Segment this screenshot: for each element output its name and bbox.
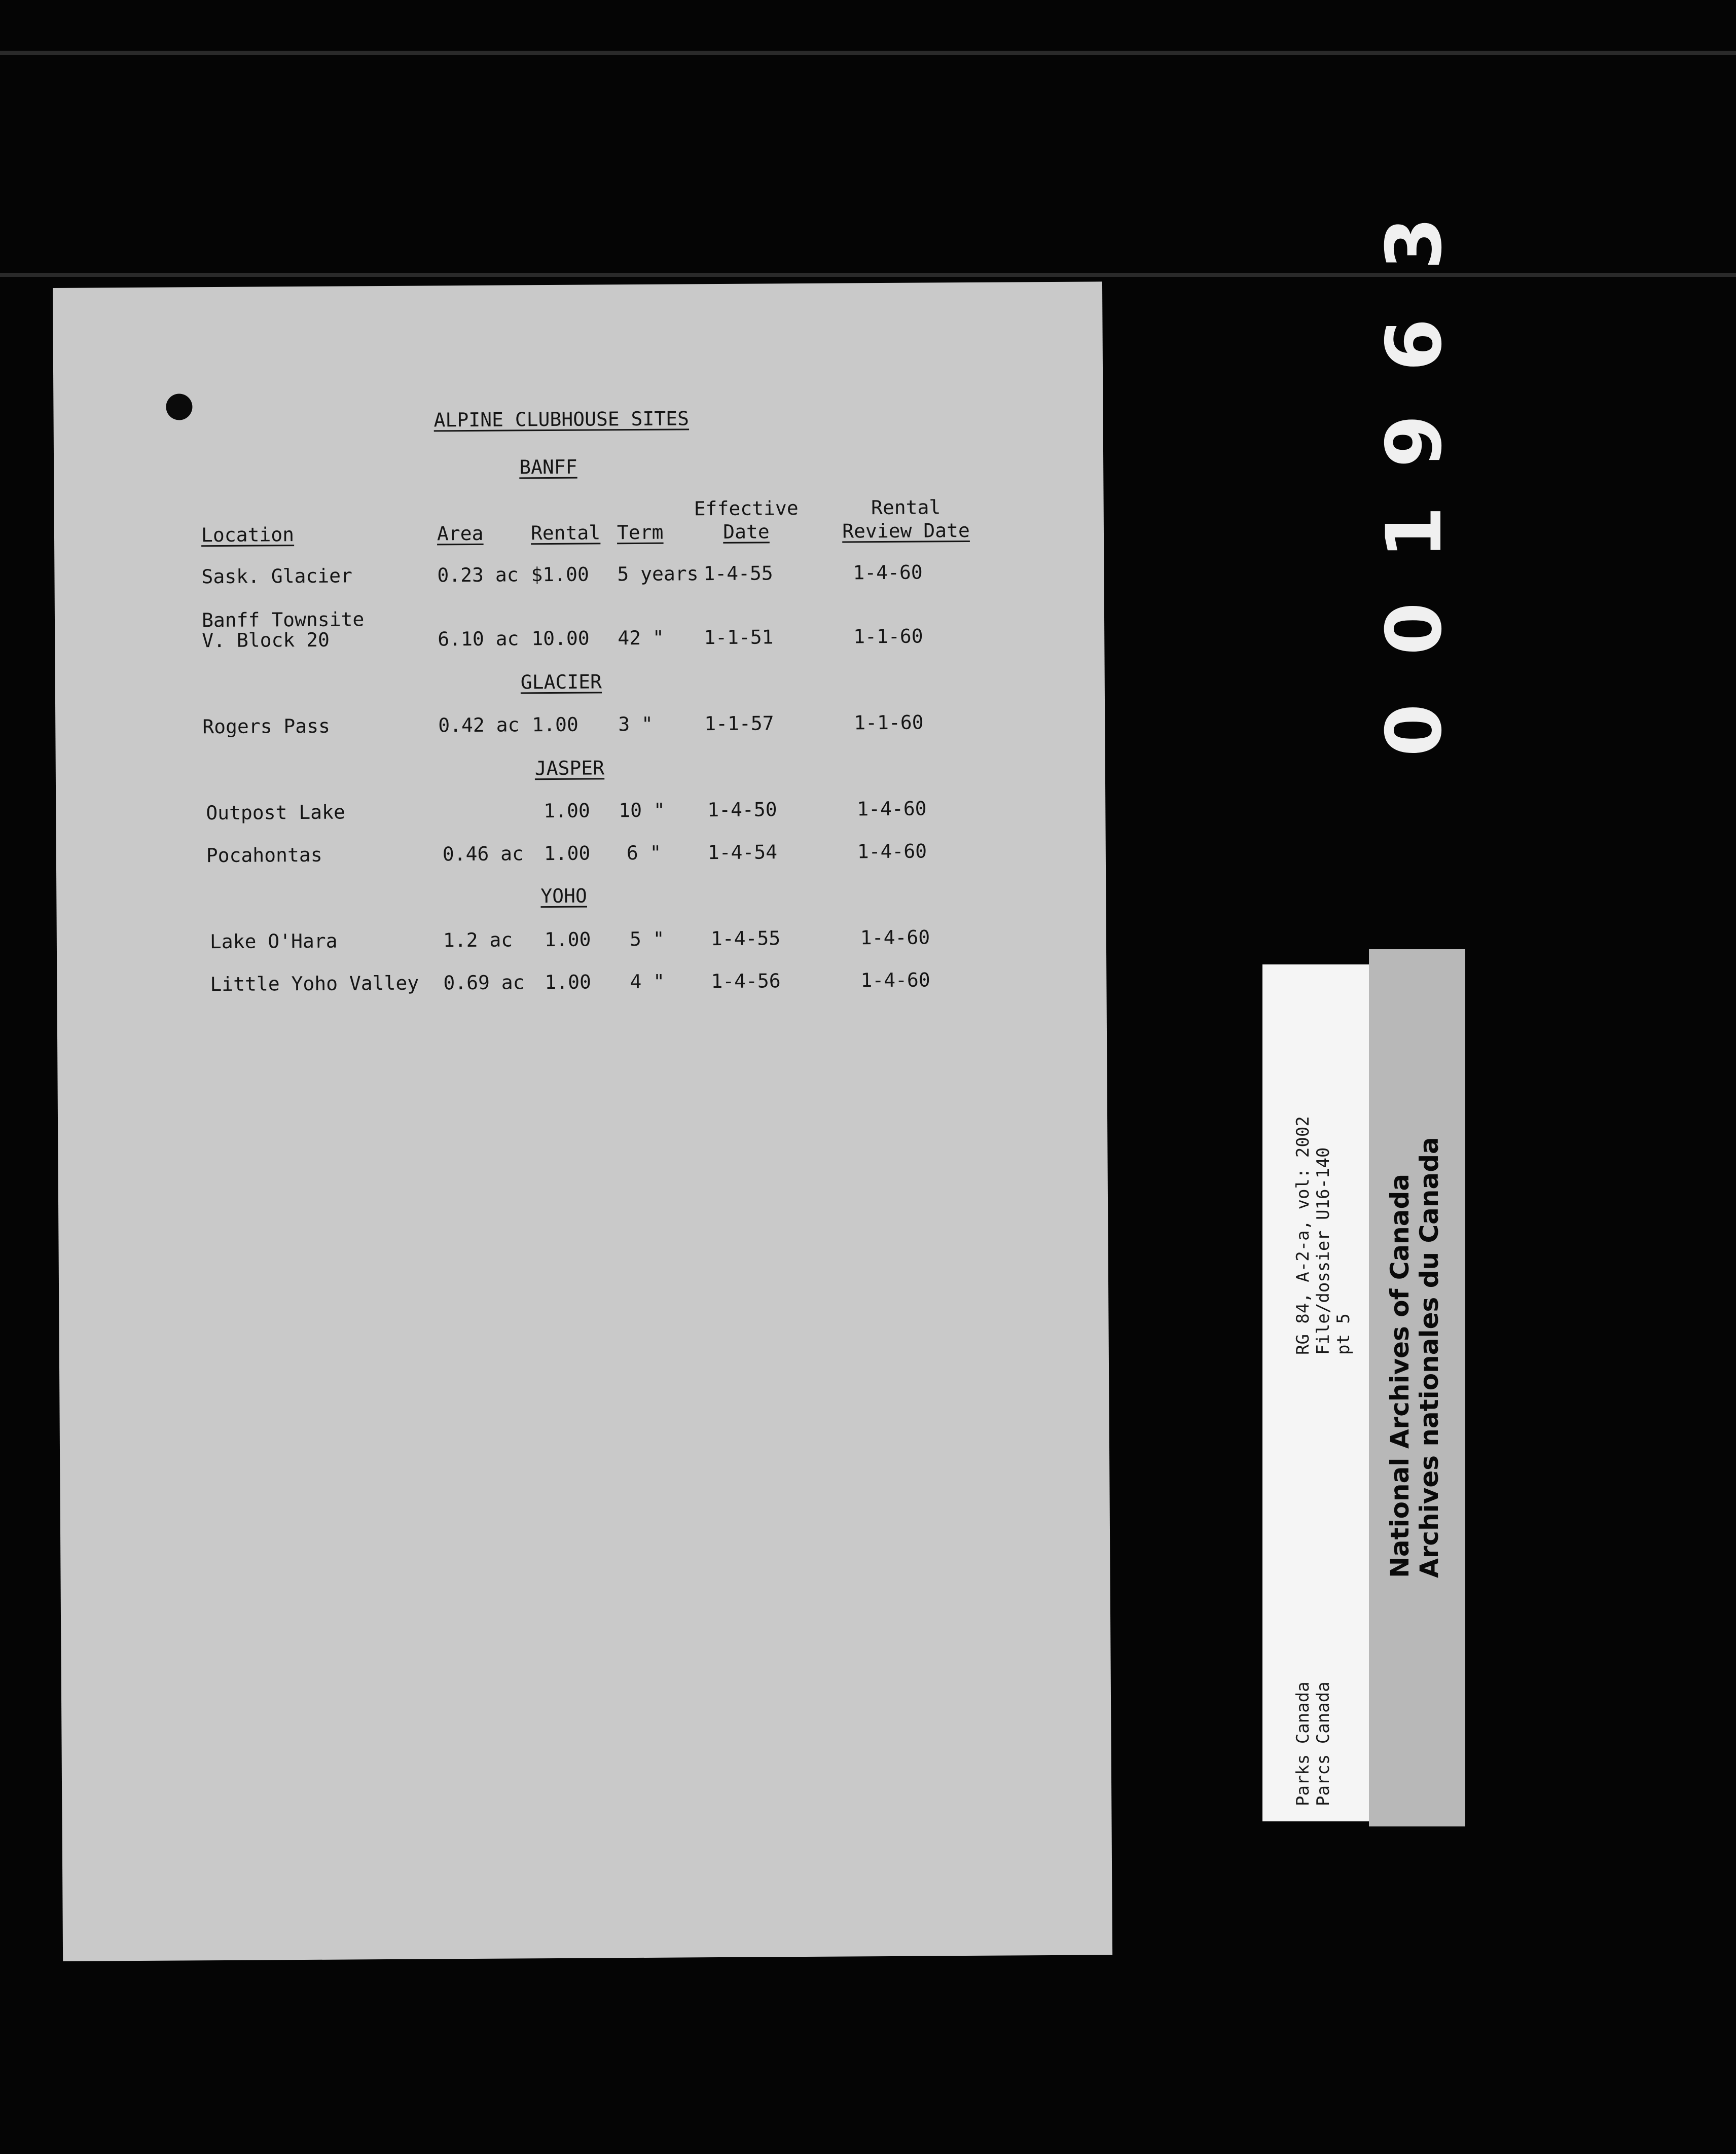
cell-review: 1-4-60 [857,797,927,820]
cell-area: 0.46 ac [442,842,524,866]
cell-location-line2: V. Block 20 [202,628,330,652]
cell-effective: 1-4-50 [707,798,777,821]
header-rental: Rental [530,521,601,545]
cell-location: Banff Townsite [201,608,365,632]
frame-digit: 6 [1370,318,1459,372]
section-heading: GLACIER [520,670,602,694]
document-title: ALPINE CLUBHOUSE SITES [433,407,690,432]
cell-term: 4 " [630,970,665,993]
cell-effective: 1-4-56 [711,970,781,993]
cell-effective: 1-4-55 [710,927,781,950]
cell-location: Pocahontas [206,843,322,867]
cell-term: 42 " [618,626,664,650]
institution-line: National Archives of Canada [1385,1173,1415,1578]
header-review-line2: Review Date [842,519,970,543]
cell-area: 6.10 ac [438,627,519,651]
frame-number [1349,213,1480,791]
cell-term: 3 " [618,712,654,736]
institution-line: Archives nationales du Canada [1415,1137,1444,1578]
cell-rental: $1.00 [531,563,589,586]
cell-location: Sask. Glacier [201,564,353,588]
header-effective-line2: Date [723,520,770,543]
cell-rental: 1.00 [545,971,592,994]
punch-hole [166,393,192,420]
cell-effective: 1-4-54 [707,841,778,864]
cell-review: 1-1-60 [854,711,924,734]
cell-effective: 1-1-51 [704,626,774,649]
header-location: Location [201,523,295,547]
header-term: Term [617,521,664,544]
document-page [53,281,1112,1961]
cell-term: 10 " [619,799,665,822]
cell-term: 6 " [626,841,662,865]
cell-review: 1-4-60 [857,840,927,863]
header-effective-line1: Effective [694,497,799,520]
cell-review: 1-1-60 [853,625,923,648]
cell-location: Outpost Lake [206,801,346,824]
archive-reference-label [1262,964,1369,1821]
cell-location: Little Yoho Valley [210,972,419,996]
cell-rental: 1.00 [532,713,578,736]
section-heading: JASPER [534,757,605,780]
section-heading: YOHO [540,884,587,908]
reference-line: File/dossier U16-140 [1313,1147,1333,1355]
cell-review: 1-4-60 [860,926,930,949]
department-name [1293,1681,1333,1806]
cell-rental: 1.00 [544,799,590,822]
reference-line: pt 5 [1333,1313,1354,1355]
cell-rental: 1.00 [544,842,591,865]
cell-area: 0.23 ac [437,563,519,587]
cell-area: 0.42 ac [438,713,520,737]
department-line: Parcs Canada [1313,1681,1333,1806]
archive-institution-label [1369,949,1465,1826]
reference-line: RG 84, A-2-a, vol: 2002 [1293,1116,1313,1355]
cell-location: Lake O'Hara [209,929,338,953]
cell-review: 1-4-60 [853,561,923,584]
cell-area: 1.2 ac [443,928,513,952]
frame-digit: 1 [1370,506,1459,559]
header-area: Area [437,522,484,545]
cell-term: 5 " [629,927,665,951]
frame-digit: 3 [1370,217,1459,270]
frame-digit: 9 [1370,414,1459,468]
cell-effective: 1-1-57 [704,712,774,735]
cell-term: 5 years [617,562,699,586]
cell-rental: 10.00 [531,627,590,650]
frame-digit: 0 [1370,602,1459,656]
department-line: Parks Canada [1293,1681,1313,1806]
cell-rental: 1.00 [544,928,591,951]
section-heading: BANFF [519,455,577,479]
film-edge-top [0,51,1736,55]
cell-review: 1-4-60 [860,968,930,992]
frame-digit: 0 [1370,703,1459,757]
cell-area: 0.69 ac [443,971,525,994]
header-review-line1: Rental [871,496,941,519]
cell-effective: 1-4-55 [703,562,773,585]
cell-location: Rogers Pass [202,714,331,738]
archive-reference [1293,1116,1354,1355]
institution-name [1385,1137,1444,1578]
